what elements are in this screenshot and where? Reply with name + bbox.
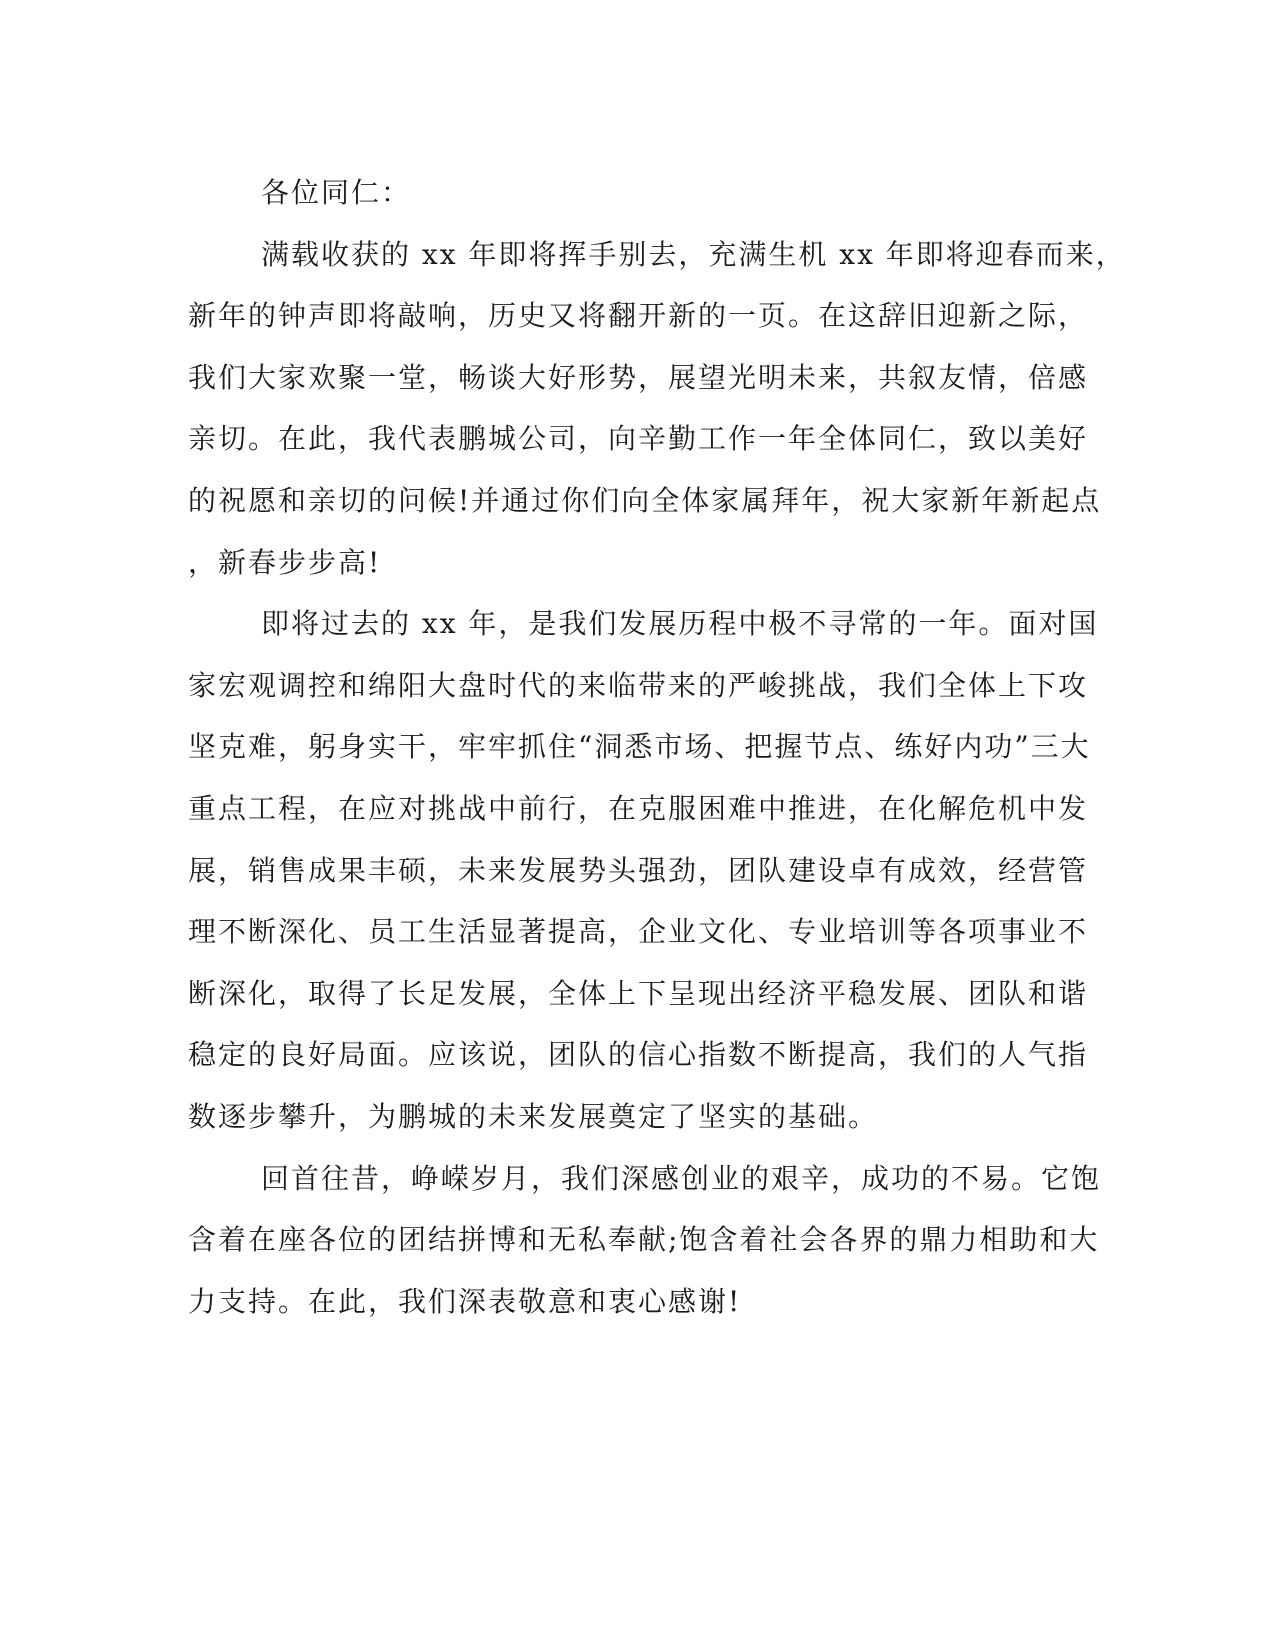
letter-body (188, 162, 1126, 1332)
paragraph-line: 亲切。在此，我代表鹏城公司，向辛勤工作一年全体同仁，致以美好 (188, 422, 1089, 456)
paragraph-line: 含着在座各位的团结拼博和无私奉献;饱含着社会各界的鼎力相助和大 (188, 1223, 1100, 1257)
paragraph-line: 满载收获的 xx 年即将挥手别去，充满生机 xx 年即将迎春而来， (261, 237, 1126, 271)
paragraph-line: ，新春步步高! (188, 545, 382, 579)
salutation: 各位同仁： (261, 176, 412, 209)
paragraph-3 (188, 1148, 1102, 1333)
paragraph-line: 断深化，取得了长足发展，全体上下呈现出经济平稳发展、团队和谐 (188, 976, 1089, 1010)
paragraph-line: 回首往昔，峥嵘岁月，我们深感创业的艰辛，成功的不易。它饱 (261, 1161, 1102, 1195)
paragraph-line: 理不断深化、员工生活显著提高，企业文化、专业培训等各项事业不 (188, 915, 1089, 949)
paragraph-line: 即将过去的 xx 年，是我们发展历程中极不寻常的一年。面对国 (261, 607, 1099, 641)
paragraph-line: 的祝愿和亲切的问候!并通过你们向全体家属拜年，祝大家新年新起点 (188, 483, 1102, 517)
paragraph-line: 数逐步攀升，为鹏城的未来发展奠定了坚实的基础。 (188, 1099, 879, 1133)
paragraph-line: 家宏观调控和绵阳大盘时代的来临带来的严峻挑战，我们全体上下攻 (188, 668, 1089, 702)
paragraph-line: 我们大家欢聚一堂，畅谈大好形势，展望光明未来，共叙友情，倍感 (188, 360, 1089, 394)
paragraph-line: 坚克难，躬身实干，牢牢抓住“洞悉市场、把握节点、练好内功”三大 (188, 730, 1091, 764)
paragraph-1 (188, 224, 1126, 594)
paragraph-line: 展，销售成果丰硕，未来发展势头强劲，团队建设卓有成效，经营管 (188, 853, 1089, 887)
paragraph-2 (188, 593, 1099, 1147)
paragraph-line: 新年的钟声即将敲响，历史又将翻开新的一页。在这辞旧迎新之际， (188, 299, 1089, 333)
paragraph-line: 力支持。在此，我们深表敬意和衷心感谢! (188, 1284, 742, 1318)
paragraph-line: 重点工程，在应对挑战中前行，在克服困难中推进，在化解危机中发 (188, 791, 1089, 825)
paragraph-line: 稳定的良好局面。应该说，团队的信心指数不断提高，我们的人气指 (188, 1038, 1089, 1072)
